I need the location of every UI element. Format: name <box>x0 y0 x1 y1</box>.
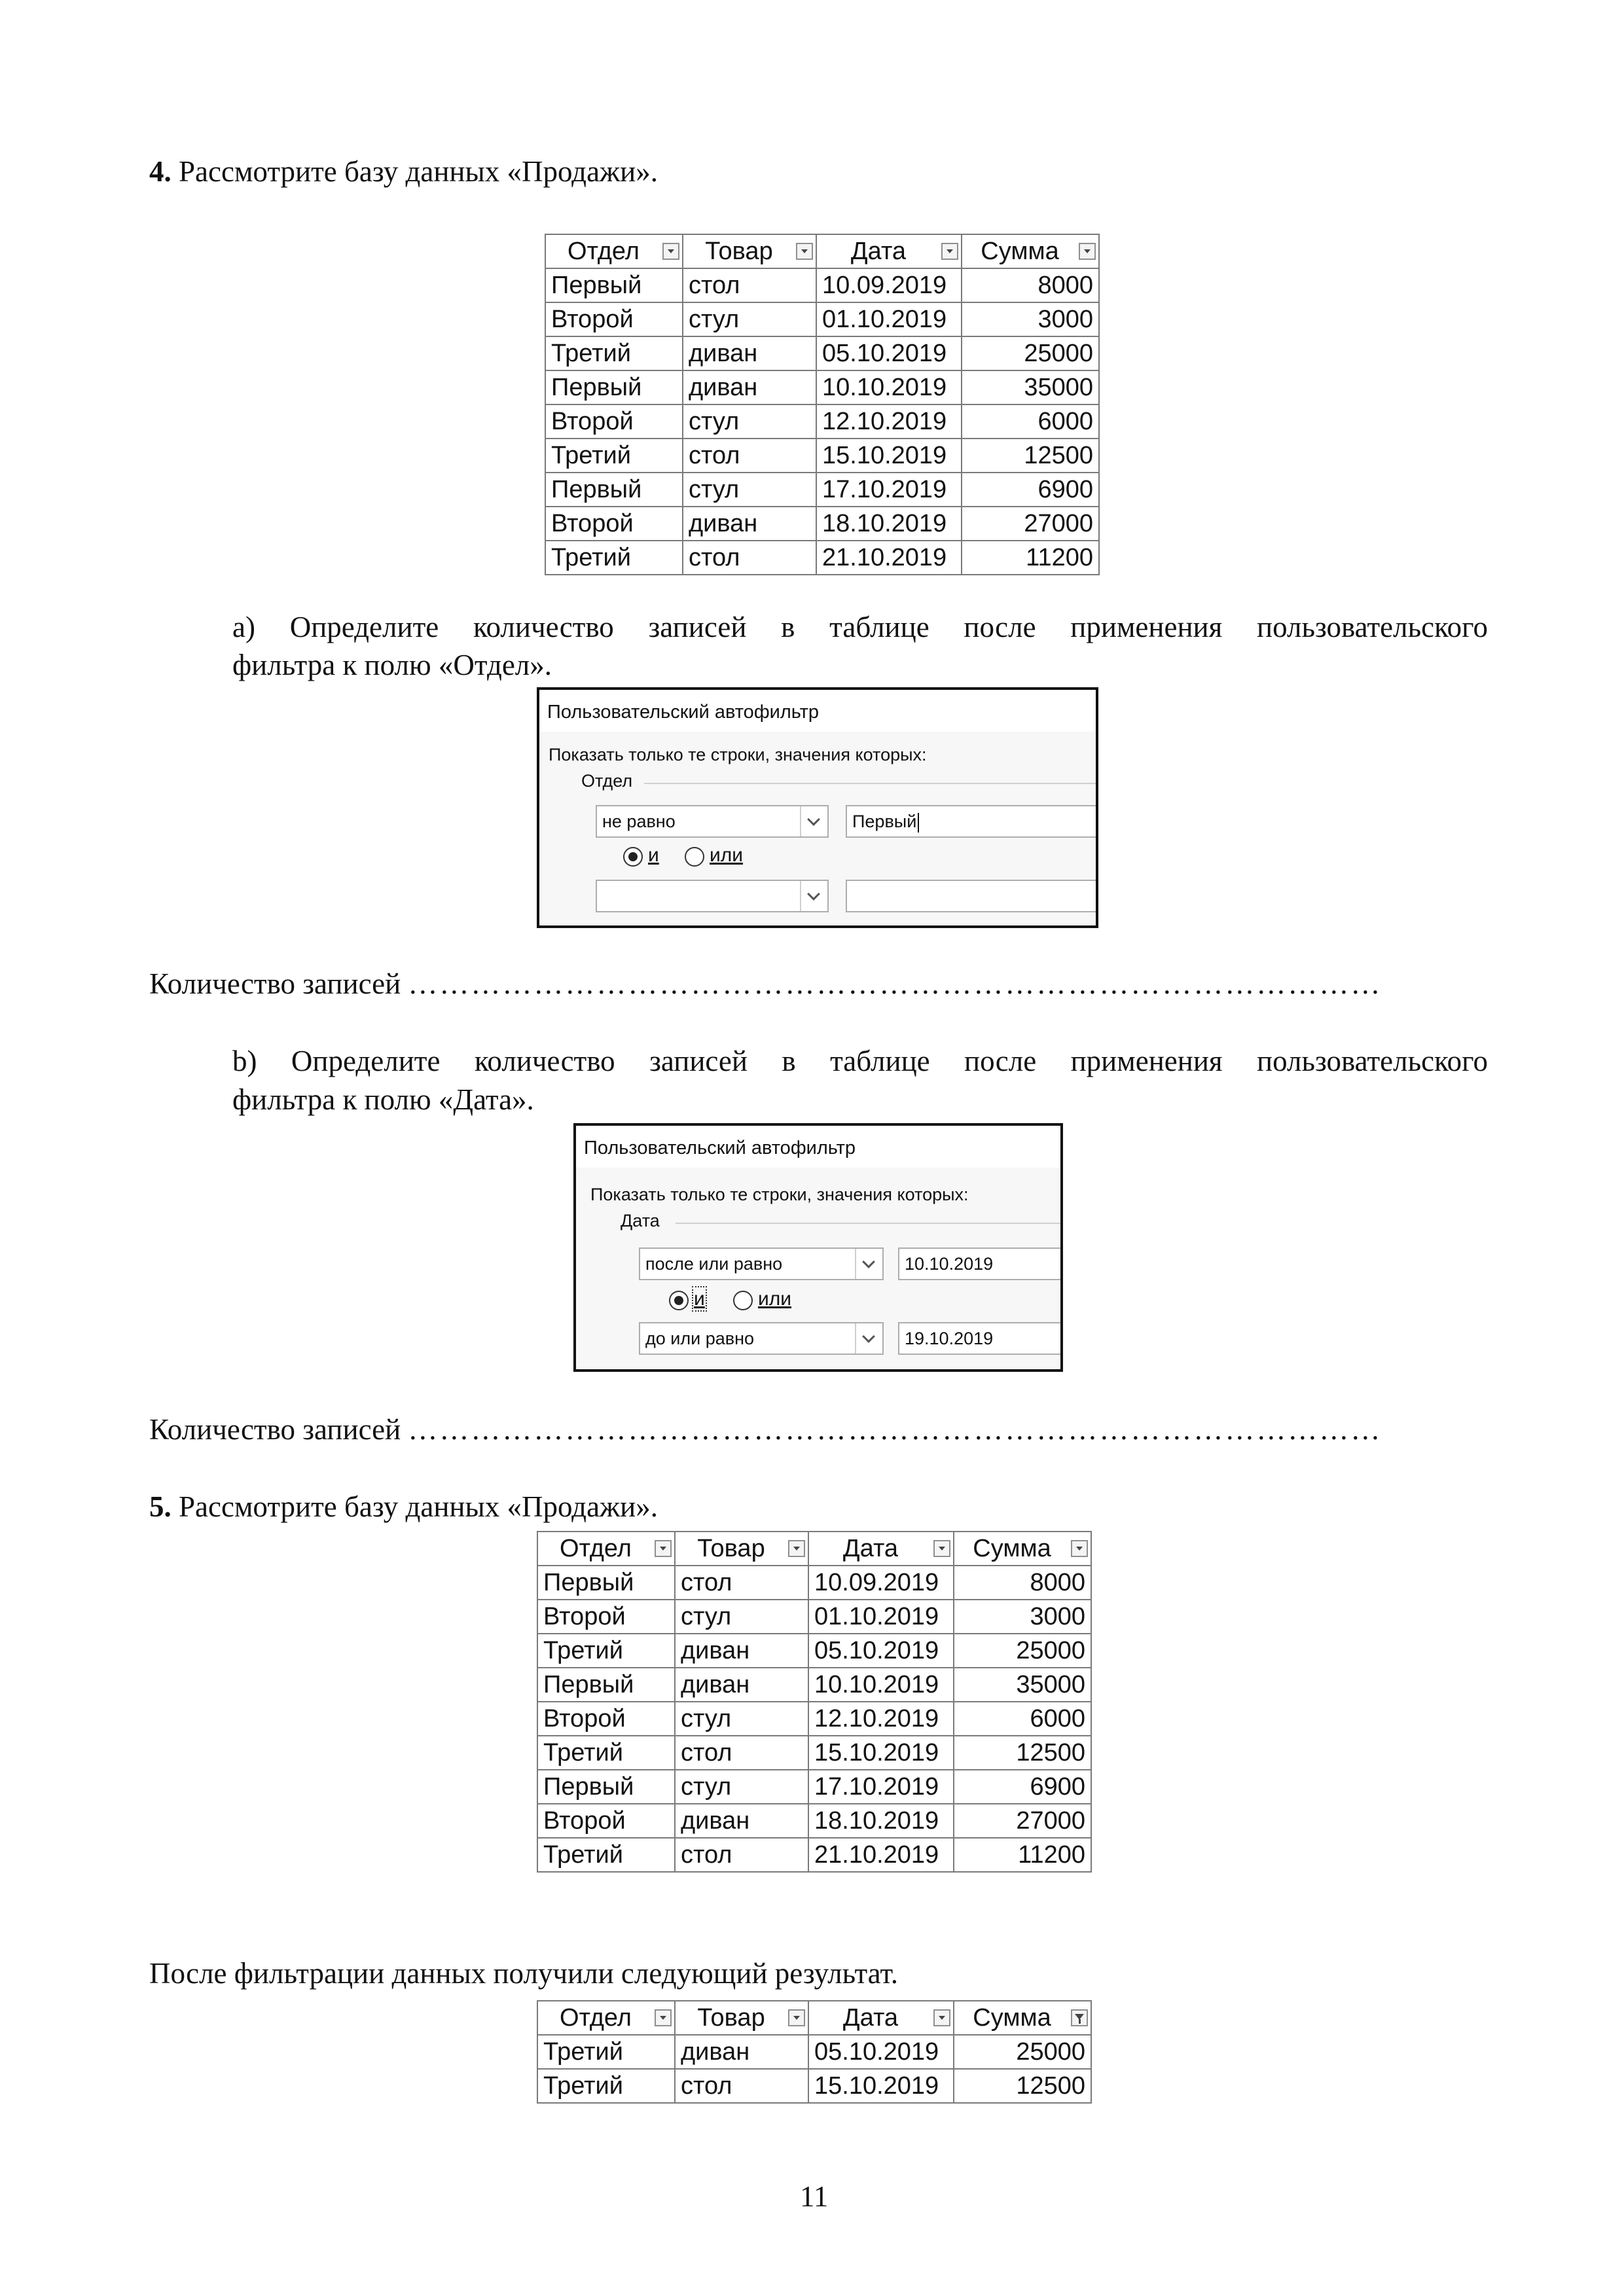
table-row <box>545 268 1099 302</box>
group-divider <box>676 1223 1060 1224</box>
table-cell: стол <box>675 2069 808 2103</box>
column-header <box>962 234 1099 268</box>
table-cell: 6900 <box>962 473 1099 507</box>
filter-dropdown-icon[interactable] <box>796 243 813 260</box>
table-cell: 15.10.2019 <box>808 1736 954 1770</box>
filter-dropdown-icon[interactable] <box>1071 1540 1088 1557</box>
column-header-label: Дата <box>842 2003 899 2032</box>
table-cell: Второй <box>537 1804 675 1838</box>
column-header-label: Товар <box>697 1534 765 1562</box>
table-cell: 18.10.2019 <box>816 507 962 541</box>
or-radio-label[interactable]: или <box>710 844 744 866</box>
value-field-2[interactable] <box>846 880 1098 912</box>
value-field-1[interactable] <box>898 1247 1063 1280</box>
table-cell: 12500 <box>954 2069 1091 2103</box>
table-cell: 25000 <box>962 336 1099 370</box>
table-cell: 3000 <box>962 302 1099 336</box>
table-cell: 21.10.2019 <box>816 541 962 575</box>
table-cell: Третий <box>537 2069 675 2103</box>
chevron-down-icon[interactable] <box>855 1249 882 1279</box>
filtered-result-table <box>537 2000 1092 2104</box>
table-cell: 05.10.2019 <box>808 1634 954 1668</box>
column-header <box>545 234 683 268</box>
table-cell: 27000 <box>962 507 1099 541</box>
table-row <box>545 370 1099 404</box>
column-header-label: Сумма <box>973 1534 1051 1562</box>
table-cell: 25000 <box>954 1634 1091 1668</box>
table-cell: 10.09.2019 <box>808 1566 954 1600</box>
task5-heading <box>149 1488 658 1525</box>
table-row <box>537 1566 1091 1600</box>
table-cell: 6000 <box>962 404 1099 439</box>
table-cell: диван <box>683 507 816 541</box>
chevron-down-icon[interactable] <box>855 1323 882 1354</box>
filter-applied-icon[interactable] <box>1071 2009 1088 2026</box>
task4-number: 4. <box>149 155 171 188</box>
part-b-line2: фильтра к полю «Дата». <box>232 1083 534 1116</box>
table-cell: диван <box>675 1668 808 1702</box>
table-cell: Третий <box>537 2035 675 2069</box>
table-row <box>545 302 1099 336</box>
table-cell: 01.10.2019 <box>808 1600 954 1634</box>
column-header <box>808 2001 954 2035</box>
table-row <box>537 1804 1091 1838</box>
or-radio[interactable] <box>733 1291 753 1310</box>
answer-blank-a[interactable]: ………………………………………………………………………………… <box>408 967 1382 1000</box>
table-cell: 8000 <box>954 1566 1091 1600</box>
column-header <box>808 1532 954 1566</box>
table-cell: Второй <box>537 1600 675 1634</box>
table-cell: 10.10.2019 <box>816 370 962 404</box>
table-cell: 11200 <box>962 541 1099 575</box>
sales-table-task5 <box>537 1531 1092 1873</box>
column-header <box>954 1532 1091 1566</box>
header-row <box>537 2001 1091 2035</box>
table-cell: диван <box>683 370 816 404</box>
table-cell: 11200 <box>954 1838 1091 1872</box>
operator-combo-2[interactable] <box>639 1322 884 1355</box>
table-cell: Второй <box>537 1702 675 1736</box>
table-row <box>537 1634 1091 1668</box>
table-cell: Второй <box>545 302 683 336</box>
table-cell: 12.10.2019 <box>808 1702 954 1736</box>
text-cursor-icon <box>918 813 919 833</box>
operator-value-1: после или равно <box>645 1254 783 1274</box>
table-cell: стул <box>683 302 816 336</box>
operator-combo-1[interactable] <box>639 1247 884 1280</box>
table-cell: Первый <box>537 1668 675 1702</box>
table-cell: стол <box>675 1566 808 1600</box>
filter-dropdown-icon[interactable] <box>662 243 679 260</box>
table-row <box>537 1668 1091 1702</box>
column-header <box>816 234 962 268</box>
table-cell: 12.10.2019 <box>816 404 962 439</box>
answer-line-b <box>149 1411 1485 1448</box>
chevron-down-icon[interactable] <box>800 806 827 836</box>
table-cell: 10.10.2019 <box>808 1668 954 1702</box>
result-intro: После фильтрации данных получили следующий результат. <box>149 1957 899 1990</box>
column-header <box>675 2001 808 2035</box>
and-radio-label[interactable]: и <box>694 1288 705 1310</box>
value-text-1: Первый <box>852 812 917 831</box>
table-cell: Третий <box>537 1736 675 1770</box>
task5-intro: Рассмотрите базу данных «Продажи». <box>179 1490 658 1523</box>
and-radio[interactable] <box>669 1291 689 1310</box>
table-cell: Первый <box>537 1770 675 1804</box>
table-cell: Третий <box>537 1634 675 1668</box>
column-header <box>675 1532 808 1566</box>
table-row <box>537 1702 1091 1736</box>
table-cell: 8000 <box>962 268 1099 302</box>
operator-combo-1[interactable] <box>596 805 829 838</box>
table-cell: Второй <box>545 507 683 541</box>
filter-dropdown-icon[interactable] <box>655 1540 672 1557</box>
table-cell: 6000 <box>954 1702 1091 1736</box>
value-field-2[interactable] <box>898 1322 1063 1355</box>
table-cell: 21.10.2019 <box>808 1838 954 1872</box>
table-cell: 05.10.2019 <box>808 2035 954 2069</box>
column-header <box>954 2001 1091 2035</box>
dialog-field-name: Дата <box>621 1211 660 1230</box>
table-cell: 17.10.2019 <box>816 473 962 507</box>
task5-number: 5. <box>149 1490 171 1523</box>
table-row <box>537 2069 1091 2103</box>
value-text-1: 10.10.2019 <box>905 1254 994 1274</box>
header-row <box>537 1532 1091 1566</box>
and-radio-label[interactable]: и <box>648 844 659 866</box>
table-cell: диван <box>683 336 816 370</box>
table-row <box>545 404 1099 439</box>
table-cell: 10.09.2019 <box>816 268 962 302</box>
part-b-line1: b) Определите количество записей в таблице после применения пользовательского <box>232 1045 1488 1077</box>
part-a-line2: фильтра к полю «Отдел». <box>232 649 552 681</box>
table-cell: Третий <box>545 336 683 370</box>
table-cell: стул <box>683 473 816 507</box>
operator-combo-2[interactable] <box>596 880 829 912</box>
table-row <box>545 473 1099 507</box>
dialog-field-name: Отдел <box>581 771 633 791</box>
table-cell: стол <box>675 1736 808 1770</box>
custom-autofilter-dialog-b[interactable] <box>573 1123 1063 1372</box>
table-cell: 3000 <box>954 1600 1091 1634</box>
table-cell: 05.10.2019 <box>816 336 962 370</box>
table-cell: стул <box>683 404 816 439</box>
table-cell: 12500 <box>954 1736 1091 1770</box>
table-cell: 12500 <box>962 439 1099 473</box>
part-a-line1: a) Определите количество записей в таблице после применения пользовательского <box>232 611 1488 643</box>
chevron-down-icon[interactable] <box>800 881 827 911</box>
filter-dropdown-icon[interactable] <box>933 1540 950 1557</box>
table-cell: Первый <box>545 473 683 507</box>
table-row <box>545 336 1099 370</box>
operator-value-1: не равно <box>602 812 676 831</box>
column-header-label: Товар <box>697 2003 765 2032</box>
table-cell: стул <box>675 1702 808 1736</box>
filter-dropdown-icon[interactable] <box>788 1540 805 1557</box>
column-header-label: Дата <box>850 237 907 265</box>
or-radio-label[interactable]: или <box>758 1288 792 1310</box>
and-radio[interactable] <box>623 847 643 867</box>
table-cell: Третий <box>545 541 683 575</box>
answer-blank-b[interactable]: ………………………………………………………………………………… <box>408 1413 1382 1446</box>
dialog-prompt: Показать только те строки, значения которых: <box>549 745 927 764</box>
table-cell: Третий <box>545 439 683 473</box>
column-header-label: Дата <box>842 1534 899 1562</box>
group-divider <box>644 783 1096 784</box>
operator-value-2: до или равно <box>645 1329 754 1348</box>
column-header <box>537 1532 675 1566</box>
value-field-1[interactable] <box>846 805 1098 838</box>
task4-intro: Рассмотрите базу данных «Продажи». <box>179 155 658 188</box>
table-cell: 27000 <box>954 1804 1091 1838</box>
table-cell: стол <box>683 541 816 575</box>
dialog-title: Пользовательский автофильтр <box>547 702 820 723</box>
table-cell: 18.10.2019 <box>808 1804 954 1838</box>
filter-dropdown-icon[interactable] <box>933 2009 950 2026</box>
table-cell: Второй <box>545 404 683 439</box>
column-header-label: Отдел <box>568 237 640 265</box>
table-cell: стул <box>675 1600 808 1634</box>
table-cell: 15.10.2019 <box>816 439 962 473</box>
table-row <box>537 1736 1091 1770</box>
value-text-2: 19.10.2019 <box>905 1329 994 1348</box>
answer-label-b: Количество записей <box>149 1413 401 1446</box>
table-cell: 25000 <box>954 2035 1091 2069</box>
table-row <box>537 1600 1091 1634</box>
header-row <box>545 234 1099 268</box>
answer-line-a <box>149 965 1471 1002</box>
filter-dropdown-icon[interactable] <box>788 2009 805 2026</box>
table-cell: Первый <box>545 370 683 404</box>
table-cell: Первый <box>537 1566 675 1600</box>
table-cell: 35000 <box>962 370 1099 404</box>
column-header-label: Товар <box>705 237 773 265</box>
table-cell: 35000 <box>954 1668 1091 1702</box>
table-cell: 17.10.2019 <box>808 1770 954 1804</box>
column-header-label: Сумма <box>973 2003 1051 2032</box>
table-row <box>537 1838 1091 1872</box>
column-header-label: Отдел <box>560 2003 632 2032</box>
table-cell: 01.10.2019 <box>816 302 962 336</box>
filter-dropdown-icon[interactable] <box>1079 243 1096 260</box>
table-cell: стол <box>683 268 816 302</box>
sales-table-task4 <box>545 234 1100 575</box>
column-header-label: Сумма <box>981 237 1059 265</box>
column-header <box>683 234 816 268</box>
table-row <box>545 439 1099 473</box>
table-cell: диван <box>675 1634 808 1668</box>
filter-dropdown-icon[interactable] <box>941 243 958 260</box>
table-cell: 6900 <box>954 1770 1091 1804</box>
column-header <box>537 2001 675 2035</box>
table-row <box>537 1770 1091 1804</box>
filter-dropdown-icon[interactable] <box>655 2009 672 2026</box>
page-number: 11 <box>800 2180 829 2213</box>
table-cell: стол <box>675 1838 808 1872</box>
table-row <box>537 2035 1091 2069</box>
table-row <box>545 507 1099 541</box>
table-cell: диван <box>675 2035 808 2069</box>
table-cell: стул <box>675 1770 808 1804</box>
custom-autofilter-dialog-a[interactable] <box>537 687 1098 928</box>
dialog-title: Пользовательский автофильтр <box>584 1138 856 1158</box>
task4-heading <box>149 153 658 190</box>
answer-label-a: Количество записей <box>149 967 401 1000</box>
or-radio[interactable] <box>685 847 704 867</box>
table-cell: Первый <box>545 268 683 302</box>
column-header-label: Отдел <box>560 1534 632 1562</box>
table-cell: 15.10.2019 <box>808 2069 954 2103</box>
dialog-prompt: Показать только те строки, значения которых: <box>590 1185 969 1204</box>
table-cell: Третий <box>537 1838 675 1872</box>
table-cell: стол <box>683 439 816 473</box>
table-cell: диван <box>675 1804 808 1838</box>
table-row <box>545 541 1099 575</box>
